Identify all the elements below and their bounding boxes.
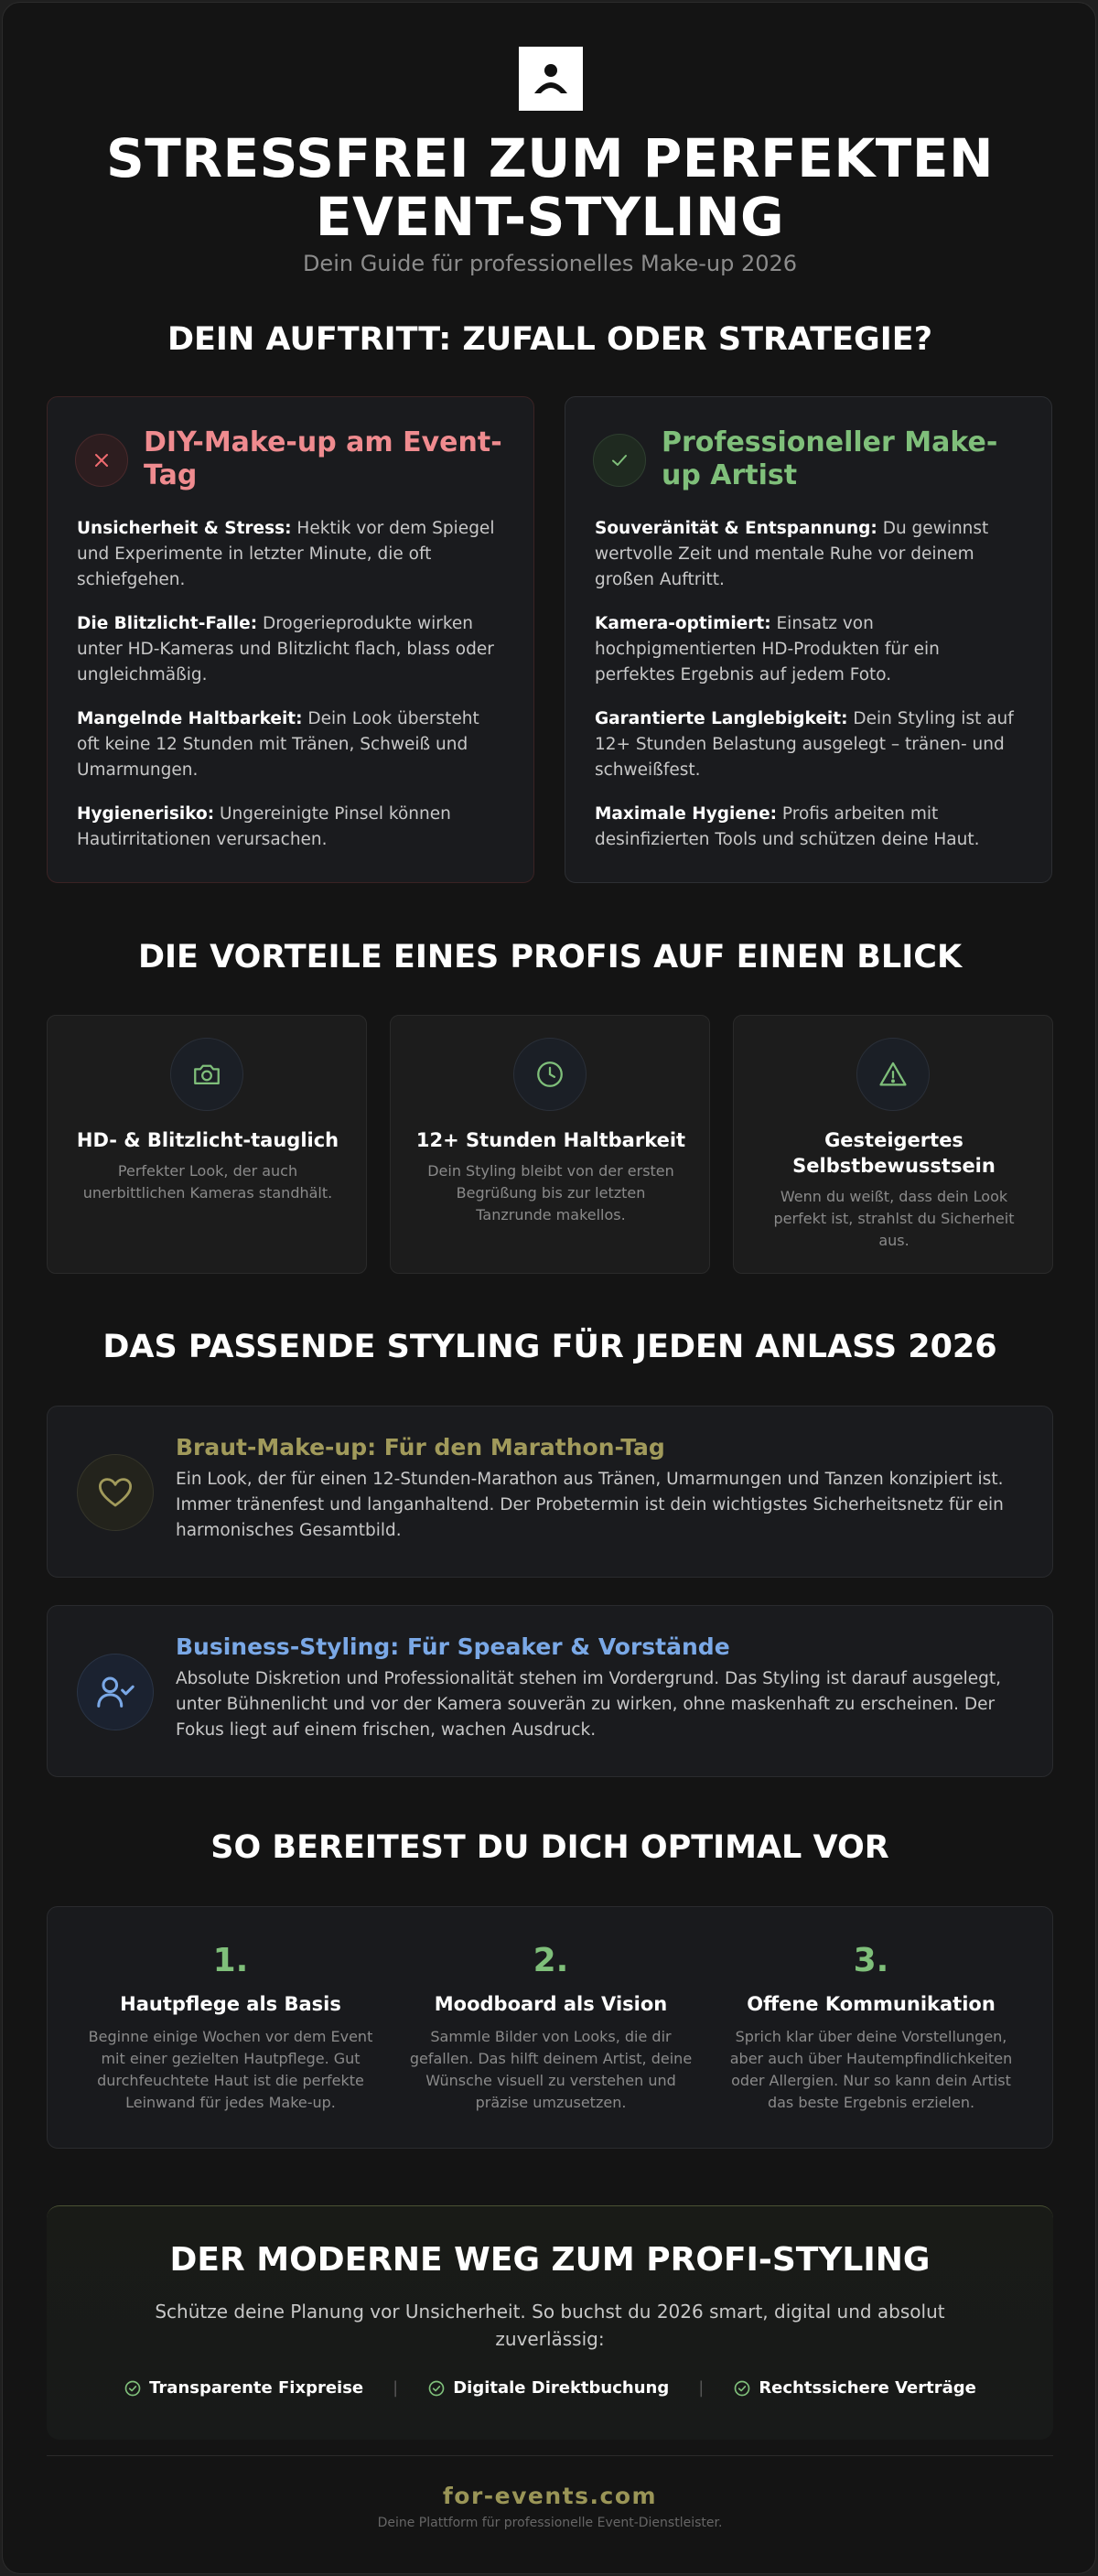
pro-card-title: Professioneller Make-up Artist (662, 426, 998, 491)
separator: | (393, 2378, 399, 2398)
benefit-title: Gesteigertes Selbstbewusstsein (792, 1129, 996, 1177)
list-item: Mangelnde Haltbarkeit: Dein Look übersteht oft keine 12 Stunden mit Tränen, Schweiß und Umarmungen. (77, 709, 479, 780)
step-desc: Beginne einige Wochen vor dem Event mit einer gezielten Hautpflege. Gut durchfeuchtete Haut ist die perfekte Leinwand für jedes Make-up. (88, 2028, 373, 2111)
preparation-heading: SO BEREITEST DU DICH OPTIMAL VOR (210, 1829, 889, 1866)
pro-card (565, 396, 1052, 883)
brand-link[interactable]: for-events.com (442, 2483, 658, 2509)
step-title: Moodboard als Vision (434, 1993, 668, 2015)
list-item: Kamera-optimiert: Einsatz von hochpigmentierten HD-Produkten für ein perfektes Ergebnis auf jedem Foto. (595, 614, 940, 684)
logo (519, 47, 583, 111)
list-item: Unsicherheit & Stress: Hektik vor dem Spiegel und Experimente in letzter Minute, die oft schiefgehen. (77, 519, 495, 589)
comparison-heading: DEIN AUFTRITT: ZUFALL ODER STRATEGIE? (167, 321, 933, 358)
brand-tagline: Deine Plattform für professionelle Event-Dienstleister. (377, 2516, 723, 2530)
cta-section (47, 2205, 1053, 2440)
occasion-desc: Ein Look, der für einen 12-Stunden-Marathon aus Tränen, Umarmungen und Tanzen konzipiert ist. Immer tränenfest und langanhaltend. Der Probetermin ist dein wichtigstes Sicherheitsnetz für ein harmonisches Gesamtbild. (176, 1470, 1004, 1540)
divider (47, 2455, 1053, 2456)
benefit-title: HD- & Blitzlicht-tauglich (76, 1129, 339, 1151)
step-desc: Sprich klar über deine Vorstellungen, aber auch über Hautempfindlichkeiten oder Allergien. Nur so kann dein Artist das beste Ergebnis erzielen. (729, 2028, 1013, 2111)
separator: | (698, 2378, 705, 2398)
diy-card-title: DIY-Make-up am Event-Tag (144, 426, 502, 491)
occasions-heading: DAS PASSENDE STYLING FÜR JEDEN ANLASS 2026 (102, 1329, 997, 1365)
list-item: Hygienerisiko: Ungereinigte Pinsel können Hautirritationen verursachen. (77, 804, 451, 849)
benefit-desc: Wenn du weißt, dass dein Look perfekt ist, strahlst du Sicherheit aus. (773, 1188, 1015, 1249)
step-number: 2. (533, 1942, 569, 1979)
person-silhouette-icon (531, 59, 571, 99)
benefits-heading: DIE VORTEILE EINES PROFIS AUF EINEN BLICK (137, 939, 963, 975)
step-title: Hautpflege als Basis (120, 1993, 341, 2015)
cta-feature: Transparente Fixpreise (124, 2378, 363, 2398)
benefit-desc: Dein Styling bleibt von der ersten Begrüßung bis zur letzten Tanzrunde makellos. (427, 1162, 674, 1223)
page-title: STRESSFREI ZUM PERFEKTEN EVENT-STYLING (106, 127, 994, 248)
camera-icon (170, 1038, 243, 1111)
warning-triangle-icon (856, 1038, 930, 1111)
list-item: Maximale Hygiene: Profis arbeiten mit desinfizierten Tools und schützen deine Haut. (595, 804, 980, 849)
occasion-title: Business-Styling: Für Speaker & Vorstände (176, 1633, 730, 1660)
step-1 (80, 1942, 382, 2114)
cta-feature: Rechtssichere Verträge (733, 2378, 976, 2398)
pro-list (595, 516, 1025, 871)
list-item: Garantierte Langlebigkeit: Dein Styling ist auf 12+ Stunden Belastung ausgelegt – tränen- und schweißfest. (595, 709, 1014, 780)
benefit-card-confidence (733, 1015, 1053, 1274)
preparation-steps (47, 1906, 1053, 2149)
diy-card (47, 396, 534, 883)
cta-features (47, 2378, 1053, 2398)
step-desc: Sammle Bilder von Looks, die dir gefallen. Das hilft deinem Artist, deine Wünsche visuell zu verstehen und präzise umzusetzen. (409, 2028, 693, 2111)
heart-icon (77, 1454, 154, 1531)
infographic-page (2, 2, 1096, 2574)
page-subtitle: Dein Guide für professionelles Make-up 2026 (302, 251, 798, 276)
step-number: 1. (212, 1942, 249, 1979)
check-icon (593, 434, 646, 487)
list-item: Souveränität & Entspannung: Du gewinnst wertvolle Zeit und mentale Ruhe vor deinem großen Auftritt. (595, 519, 989, 589)
list-item: Die Blitzlicht-Falle: Drogerieprodukte wirken unter HD-Kameras und Blitzlicht flach, blass oder ungleichmäßig. (77, 614, 494, 684)
cta-title: DER MODERNE WEG ZUM PROFI-STYLING (169, 2241, 931, 2279)
step-2 (400, 1942, 702, 2114)
x-icon (75, 434, 128, 487)
occasion-card-business (47, 1605, 1053, 1777)
clock-icon (513, 1038, 587, 1111)
step-3 (720, 1942, 1022, 2114)
check-circle-icon (733, 2379, 751, 2398)
cta-feature: Digitale Direktbuchung (427, 2378, 669, 2398)
step-title: Offene Kommunikation (747, 1993, 996, 2015)
check-circle-icon (124, 2379, 142, 2398)
diy-list (77, 516, 507, 871)
occasion-title: Braut-Make-up: Für den Marathon-Tag (176, 1434, 665, 1460)
benefit-title: 12+ Stunden Haltbarkeit (415, 1129, 686, 1151)
step-number: 3. (853, 1942, 889, 1979)
cta-desc: Schütze deine Planung vor Unsicherheit. So buchst du 2026 smart, digital und absolut zuverlässig: (155, 2301, 945, 2350)
benefit-desc: Perfekter Look, der auch unerbittlichen Kameras standhält. (82, 1162, 333, 1202)
check-circle-icon (427, 2379, 446, 2398)
benefit-card-durability (390, 1015, 710, 1274)
occasion-card-bridal (47, 1406, 1053, 1578)
occasion-desc: Absolute Diskretion und Professionalität stehen im Vordergrund. Das Styling ist darauf ausgelegt, unter Bühnenlicht und vor der Kamera souverän zu wirken, ohne maskenhaft zu erscheinen. Der Fokus liegt auf einem frischen, wachen Ausdruck. (176, 1669, 1002, 1740)
benefit-card-hd (47, 1015, 367, 1274)
user-check-icon (77, 1654, 154, 1730)
